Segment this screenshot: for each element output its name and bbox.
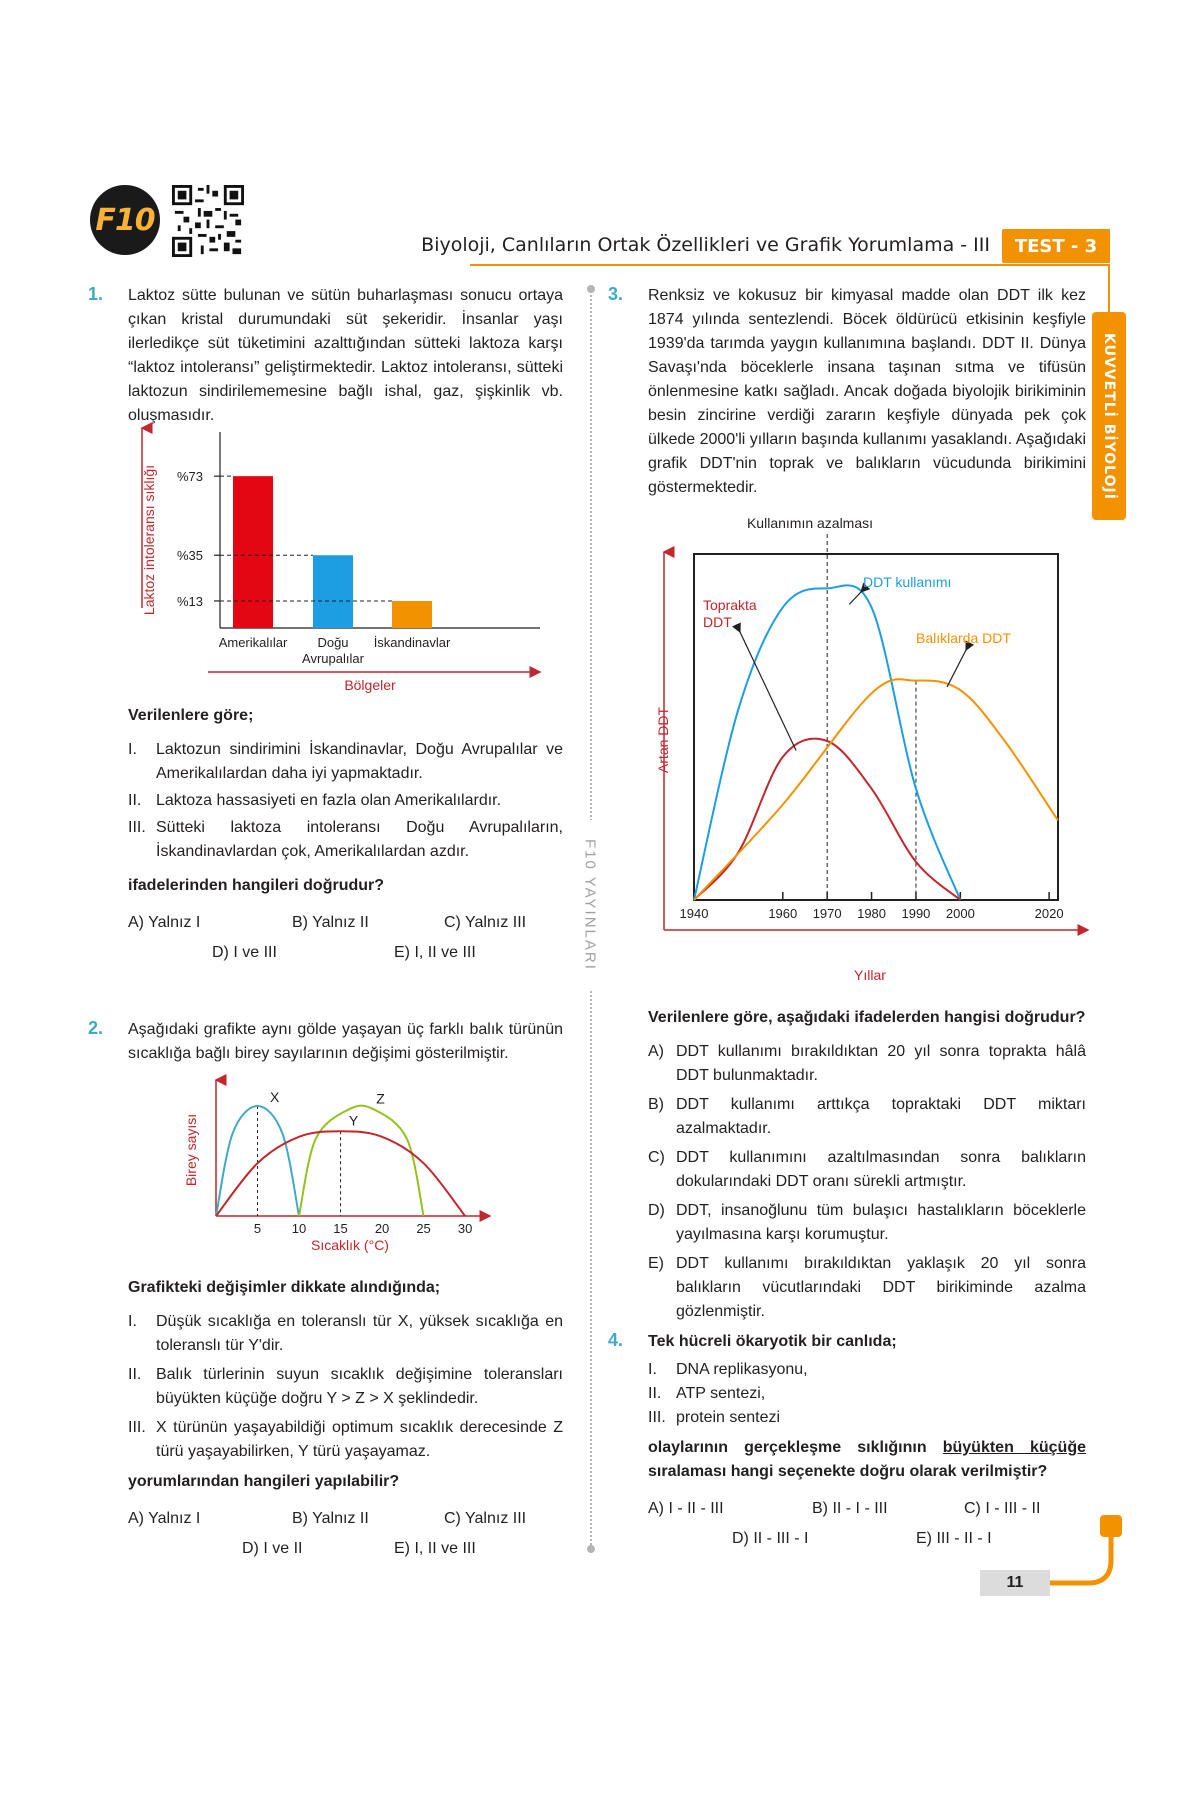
page-number (980, 1570, 1050, 1596)
q2-text: Aşağıdaki grafikte aynı gölde yaşayan üç farklı balık türünün sıcaklığa bağlı birey sayılarının değişimi gösterilmiştir. (128, 1021, 563, 1062)
q4-option-b[interactable]: B) II - I - III (812, 1500, 888, 1517)
event-text: protein sentezi (676, 1409, 781, 1426)
q1-option-e[interactable]: E) I, II ve III (394, 944, 476, 961)
publisher-label: F10 YAYINLARI (581, 839, 599, 971)
q3-option-d[interactable] (648, 1199, 1086, 1247)
q3-question: Verilenlere göre, aşağıdaki ifadelerden hangisi doğrudur? (648, 1009, 1086, 1026)
q3-xlabel: Yıllar (854, 967, 886, 983)
option-text: DDT kullanımı arttıkça topraktaki DDT miktarı azalmaktadır. (676, 1096, 1086, 1137)
q2-option-e[interactable]: E) I, II ve III (394, 1540, 476, 1557)
q2-question: yorumlarından hangileri yapılabilir? (128, 1473, 400, 1490)
event-text: DNA replikasyonu, (676, 1361, 808, 1378)
q3-options (648, 1040, 1086, 1324)
q2-lead: Grafikteki değişimler dikkate alındığında; (128, 1279, 441, 1296)
series-label: X (269, 1089, 280, 1105)
series-pointer (740, 632, 796, 751)
q2-number: 2. (88, 1018, 104, 1038)
statement-number: I. (128, 741, 137, 758)
series-label: DDT kullanımı (863, 574, 952, 590)
x-tick-label: 5 (253, 1221, 262, 1236)
divider-dot (587, 285, 595, 293)
statement-text: Laktozun sindirimini İskandinavlar, Doğu Avrupalılar ve Amerikalılardan daha iyi yapmaktadır. (156, 741, 563, 782)
header-title: Biyoloji, Canlıların Ortak Özellikleri ve Grafik Yorumlama - III (421, 234, 990, 256)
q3-text: Renksiz ve kokusuz bir kimyasal madde olan DDT ilk kez 1874 yılında sentezlendi. Böcek öldürücü etkisinin keşfiyle 1939'da tarımda yaygın kullanımına başlandı. DDT II. Dünya Savaşı'nda böceklerle insana taşınan sıtma ve tifüsün önlenmesine katkı sağladı. Ancak doğada biyolojik birikiminin besin zincirine verdiği zararın keşfiyle dünyada pek çok ülkede 2000'li yılların başında kullanımı yasaklandı. Aşağıdaki grafik DDT'nin toprak ve balıkların vücudunda birikimini göstermektedir. (648, 287, 1086, 496)
q2-option-b[interactable]: B) Yalnız II (292, 1510, 369, 1527)
q3-option-e[interactable] (648, 1252, 1086, 1324)
side-category-tab (1092, 312, 1126, 520)
q1-statements (128, 738, 563, 864)
series-label: Y (348, 1112, 359, 1129)
series-z-curve (299, 1106, 424, 1216)
publisher-watermark (575, 820, 605, 990)
q2-line-chart (180, 1070, 520, 1265)
q2-option-d[interactable]: D) I ve II (242, 1540, 303, 1557)
x-tick-label: 1960 (768, 906, 798, 921)
q4-lead: Tek hücreli ökaryotik bir canlıda; (648, 1333, 897, 1350)
x-tick-label: 2000 (945, 906, 975, 921)
test-number-tab: TEST - 3 (1002, 229, 1110, 263)
x-tick-label: 1980 (857, 906, 887, 921)
option-text: DDT kullanımı bırakıldıktan yaklaşık 20 yıl sonra balıkların vücutlarındaki DDT birikiminde azalma gözlenmiştir. (676, 1255, 1086, 1320)
q1-bar-chart (140, 420, 570, 700)
statement-number: II. (128, 1366, 142, 1383)
series-label: Z (376, 1090, 385, 1107)
series-pointer (947, 650, 966, 687)
q3-number: 3. (608, 284, 624, 304)
q2-statement (128, 1310, 563, 1358)
q1-lead: Verilenlere göre; (128, 707, 254, 724)
option-text: DDT kullanımı bırakıldıktan 20 yıl sonra toprakta hâlâ DDT bulunmaktadır. (676, 1043, 1086, 1084)
y-tick-label: %13 (177, 593, 204, 609)
x-tick-label: 25 (416, 1221, 431, 1236)
series-label: Balıklarda DDT (916, 630, 1011, 646)
q1-xlabel: Bölgeler (344, 677, 396, 693)
header-rule-vertical (1108, 264, 1110, 314)
statement-text: Laktoza hassasiyeti en fazla olan Amerikalılardır. (156, 792, 502, 809)
option-letter: E) (648, 1255, 664, 1272)
statement-text: Sütteki laktoza intoleransı Doğu Avrupalıların, İskandinavlardan çok, Amerikalılardan azdır. (156, 819, 563, 860)
q2-xlabel: Sıcaklık (°C) (311, 1237, 389, 1253)
option-text: DDT, insanoğlunu tüm bulaşıcı hastalıkların böceklerle yayılmasına karşı korumuştur. (676, 1202, 1086, 1243)
statement-number: II. (128, 792, 142, 809)
q2-statements (128, 1310, 563, 1464)
x-tick-label: 20 (374, 1221, 390, 1236)
q1-statement (128, 738, 563, 786)
ddt-series-curve-1 (694, 739, 960, 900)
event-text: ATP sentezi, (676, 1385, 766, 1402)
x-tick-label: İskandinavlar (373, 635, 451, 650)
q3-option-b[interactable] (648, 1093, 1086, 1141)
y-tick-label: %73 (177, 469, 204, 485)
series-pointer (849, 592, 861, 604)
qr-code (172, 185, 244, 257)
q4-question-emphasis: büyükten küçüğe (942, 1439, 1086, 1456)
bar-2 (392, 601, 432, 628)
x-tick-label: 1940 (679, 906, 709, 921)
option-letter: C) (648, 1149, 665, 1166)
series-label: Toprakta DDT (703, 597, 757, 630)
statement-number: I. (128, 1313, 137, 1330)
option-letter: B) (648, 1096, 664, 1113)
statement-text: Balık türlerinin suyun sıcaklık değişimine toleransları büyükten küçüğe doğru Y > Z > X şeklindedir. (156, 1366, 563, 1407)
option-letter: D) (648, 1202, 665, 1219)
x-tick-label: Doğu Avrupalılar (302, 635, 364, 666)
x-tick-label: 15 (333, 1221, 348, 1236)
q4-option-a[interactable]: A) I - II - III (648, 1500, 724, 1517)
x-tick-label: Amerikalılar (218, 635, 288, 650)
q2-option-a[interactable]: A) Yalnız I (128, 1510, 201, 1527)
q4-option-e[interactable]: E) III - II - I (916, 1530, 992, 1547)
q3-option-a[interactable] (648, 1040, 1086, 1088)
q4-number: 4. (608, 1330, 624, 1350)
statement-text: Düşük sıcaklığa en toleranslı tür X, yüksek sıcaklığa en toleranslı tür Y'dir. (156, 1313, 563, 1354)
q2-option-c[interactable]: C) Yalnız III (444, 1510, 527, 1527)
q1-option-a[interactable]: A) Yalnız I (128, 914, 201, 931)
q1-option-c[interactable]: C) Yalnız III (444, 914, 527, 931)
q4-events (648, 1358, 948, 1430)
q3-ylabel: Artan DDT (655, 706, 671, 774)
q1-statement (128, 789, 563, 813)
statement-text: X türünün yaşayabildiği optimum sıcaklık derecesinde Z türü yaşayabilirken, Y türü yaşayamaz. (156, 1419, 563, 1460)
q1-statement (128, 816, 563, 864)
y-tick-label: %35 (177, 548, 204, 564)
q4-event (648, 1406, 948, 1430)
q1-option-b[interactable]: B) Yalnız II (292, 914, 369, 931)
q1-text: Laktoz sütte bulunan ve sütün buharlaşması sonucu ortaya çıkan kristal durumundaki süt şekeridir. İnsanlar yaşı ilerledikçe süt tüketimini azalttığından sütteki laktoza karşı “laktoz intoleransı” geliştirmektedir. Laktoz intoleransı, sütteki laktozun sindirilememesine bağlı ishal, gaz, şişkinlik vb. oluşmasıdır. (128, 287, 563, 424)
q2-statement (128, 1363, 563, 1411)
q1-question: ifadelerinden hangileri doğrudur? (128, 877, 385, 894)
statement-number: III. (128, 1419, 146, 1436)
q4-question (648, 1436, 1086, 1484)
header-rule (470, 264, 1110, 266)
q1-number: 1. (88, 284, 104, 304)
ddt-series-curve-2 (694, 679, 1058, 900)
x-tick-label: 2020 (1034, 906, 1064, 921)
page-number-text: 11 (1006, 1574, 1024, 1591)
bar-1 (313, 555, 353, 628)
option-letter: A) (648, 1043, 664, 1060)
event-number: II. (648, 1385, 662, 1402)
q4-event (648, 1358, 948, 1382)
event-number: III. (648, 1409, 666, 1426)
q1-option-d[interactable]: D) I ve III (212, 944, 277, 961)
q4-question-part: sıralaması hangi seçenekte doğru olarak verilmiştir? (648, 1463, 1048, 1480)
q4-question-part: olaylarının gerçekleşme sıklığının (648, 1439, 943, 1456)
q2-statement (128, 1416, 563, 1464)
x-tick-label: 1970 (812, 906, 842, 921)
q3-option-c[interactable] (648, 1146, 1086, 1194)
bar-0 (233, 476, 273, 628)
option-text: DDT kullanımını azaltılmasından sonra balıkların dokularındaki DDT oranı sürekli artmıştır. (676, 1149, 1086, 1190)
q1-ylabel: Laktoz intoleransı sıklığı (141, 464, 157, 616)
q3-ddt-chart (648, 510, 1098, 995)
divider-dot (587, 1545, 595, 1553)
q4-event (648, 1382, 948, 1406)
logo-text: F10 (95, 202, 155, 238)
q3-annotation: Kullanımın azalması (746, 515, 874, 531)
x-tick-label: 30 (457, 1221, 473, 1236)
statement-number: III. (128, 819, 146, 836)
side-category-label: KUVVETLİ BİYOLOJİ (1101, 332, 1117, 500)
x-tick-label: 1990 (901, 906, 931, 921)
x-tick-label: 10 (291, 1221, 307, 1236)
f10-logo (90, 185, 160, 255)
q4-option-d[interactable]: D) II - III - I (732, 1530, 809, 1547)
q4-option-c[interactable]: C) I - III - II (964, 1500, 1041, 1517)
event-number: I. (648, 1361, 657, 1378)
q2-ylabel: Birey sayısı (183, 1113, 199, 1187)
